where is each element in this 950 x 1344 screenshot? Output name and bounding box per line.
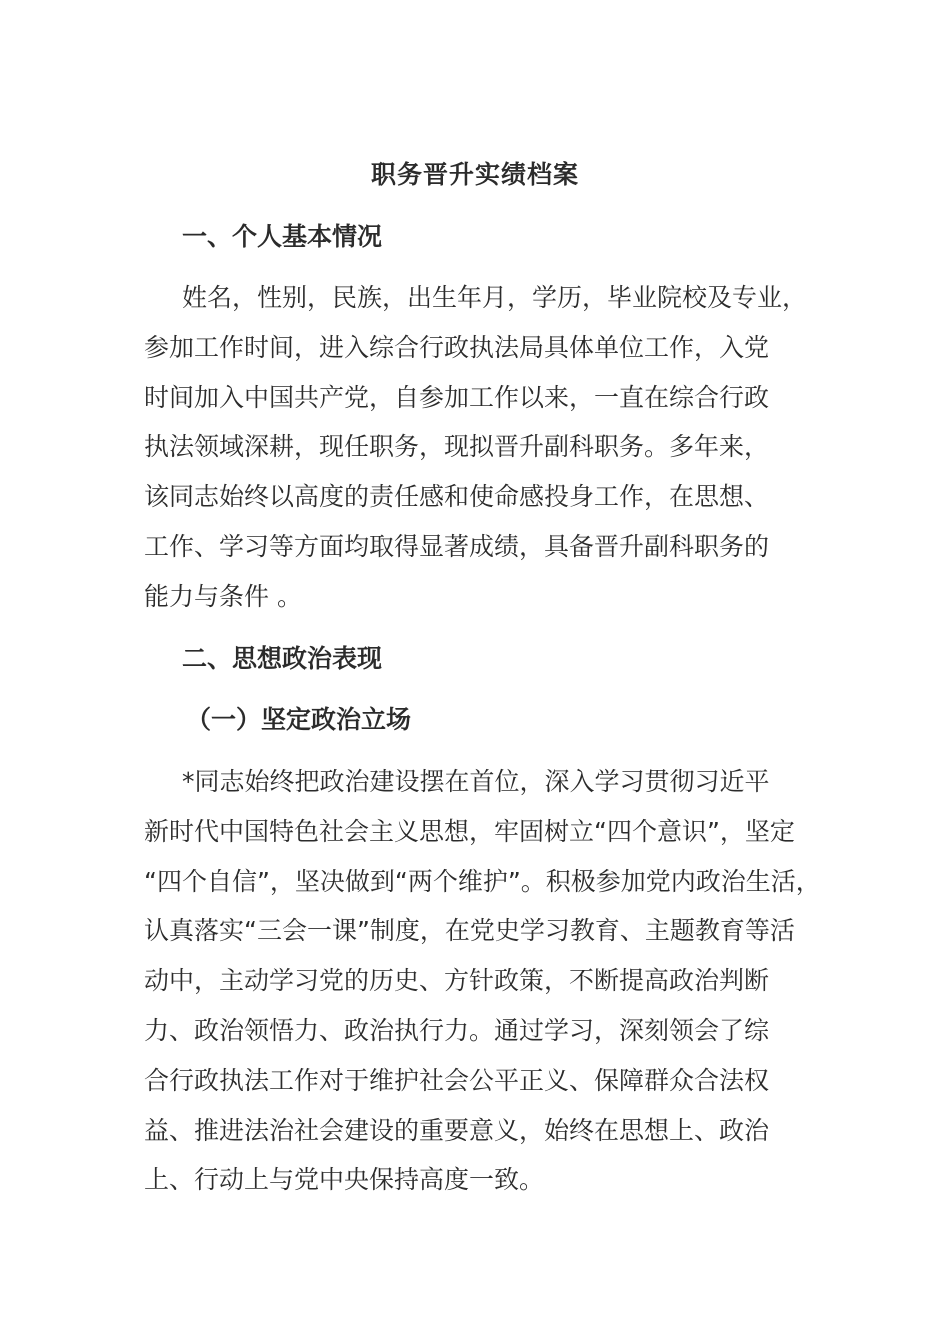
paragraph-line: 上、行动上与党中央保持高度一致。 xyxy=(144,1165,545,1195)
paragraph-line: 合行政执法工作对于维护社会公平正义、保障群众合法权 xyxy=(144,1065,770,1095)
paragraph-line: 时间加入中国共产党，自参加工作以来，一直在综合行政 xyxy=(144,382,770,412)
paragraph-line: 新时代中国特色社会主义思想，牢固树立“四个意识”，坚定 xyxy=(144,816,795,846)
paragraph-line: 动中，主动学习党的历史、方针政策，不断提高政治判断 xyxy=(144,966,770,996)
section-heading-political: 二、思想政治表现 xyxy=(182,644,383,673)
section-heading-basic-info: 一、个人基本情况 xyxy=(182,222,383,251)
paragraph-line: *同志始终把政治建设摆在首位，深入学习贯彻习近平 xyxy=(182,767,770,796)
paragraph-political-stance xyxy=(144,757,834,1205)
paragraph-line: 认真落实“三会一课”制度，在党史学习教育、主题教育等活 xyxy=(144,916,795,946)
paragraph-line: 力、政治领悟力、政治执行力。通过学习，深刻领会了综 xyxy=(144,1015,770,1045)
subsection-heading-political-stance: （一）坚定政治立场 xyxy=(186,705,412,734)
paragraph-line: “四个自信”，坚决做到“两个维护”。积极参加党内政治生活， xyxy=(144,866,821,896)
paragraph-line: 姓名，性别，民族，出生年月，学历，毕业院校及专业， xyxy=(182,283,808,312)
paragraph-line: 参加工作时间，进入综合行政执法局具体单位工作，入党 xyxy=(144,332,770,362)
paragraph-line: 能力与条件 。 xyxy=(144,581,302,611)
paragraph-basic-info xyxy=(144,273,834,622)
paragraph-line: 执法领域深耕，现任职务，现拟晋升副科职务。多年来， xyxy=(144,432,770,462)
paragraph-line: 该同志始终以高度的责任感和使命感投身工作，在思想、 xyxy=(144,482,770,512)
paragraph-line: 工作、学习等方面均取得显著成绩，具备晋升副科职务的 xyxy=(144,531,770,561)
paragraph-line: 益、推进法治社会建设的重要意义，始终在思想上、政治 xyxy=(144,1115,770,1145)
document-title: 职务晋升实绩档案 xyxy=(370,160,579,189)
